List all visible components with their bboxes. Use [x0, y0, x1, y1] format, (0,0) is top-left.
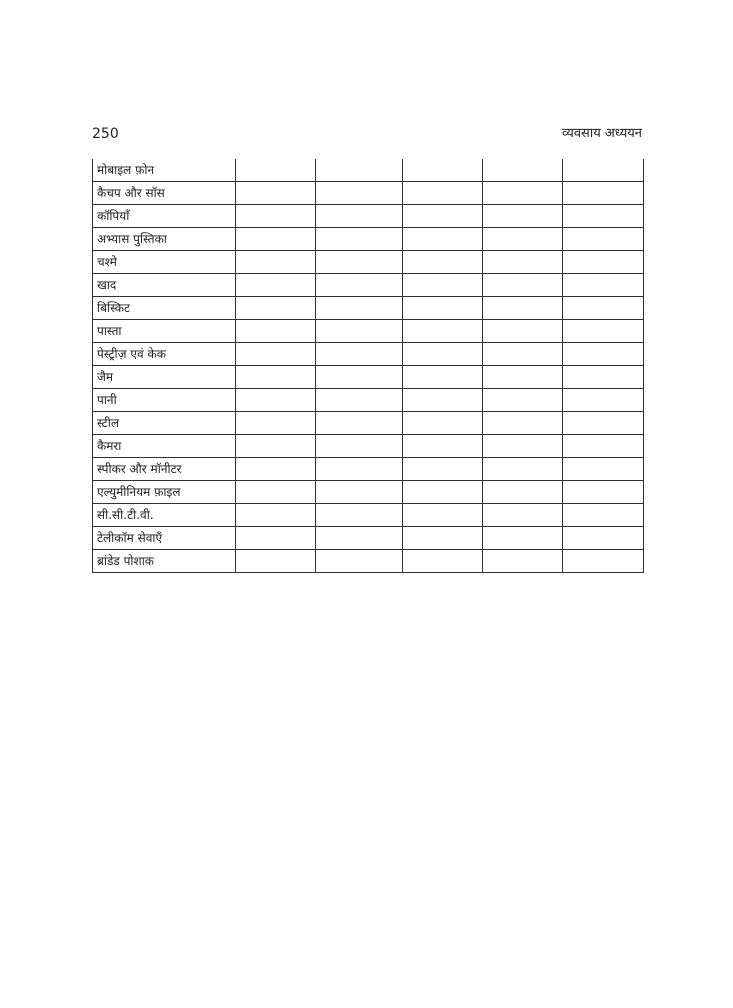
- empty-cell: [316, 366, 403, 389]
- empty-cell: [236, 389, 316, 412]
- product-name-cell: कैमरा: [93, 435, 236, 458]
- empty-cell: [403, 527, 483, 550]
- empty-cell: [403, 435, 483, 458]
- product-name-cell: अभ्यास पुस्तिका: [93, 228, 236, 251]
- table-row: [93, 412, 644, 435]
- table-row: [93, 435, 644, 458]
- empty-cell: [403, 297, 483, 320]
- empty-cell: [316, 550, 403, 573]
- empty-cell: [403, 228, 483, 251]
- empty-cell: [483, 159, 563, 182]
- empty-cell: [563, 274, 644, 297]
- empty-cell: [403, 251, 483, 274]
- table-row: [93, 251, 644, 274]
- table-row: [93, 205, 644, 228]
- empty-cell: [403, 205, 483, 228]
- product-name-cell: कैचप और सॉस: [93, 182, 236, 205]
- empty-cell: [403, 458, 483, 481]
- empty-cell: [403, 504, 483, 527]
- empty-cell: [483, 182, 563, 205]
- running-title: व्यवसाय अध्ययन: [561, 126, 642, 141]
- empty-cell: [236, 550, 316, 573]
- empty-cell: [563, 550, 644, 573]
- empty-cell: [483, 550, 563, 573]
- product-name-cell: पानी: [93, 389, 236, 412]
- empty-cell: [316, 412, 403, 435]
- empty-cell: [236, 274, 316, 297]
- empty-cell: [236, 343, 316, 366]
- empty-cell: [316, 205, 403, 228]
- empty-cell: [483, 412, 563, 435]
- empty-cell: [563, 458, 644, 481]
- empty-cell: [563, 481, 644, 504]
- product-name-cell: स्टील: [93, 412, 236, 435]
- empty-cell: [403, 274, 483, 297]
- empty-cell: [563, 251, 644, 274]
- empty-cell: [316, 389, 403, 412]
- empty-cell: [236, 435, 316, 458]
- empty-cell: [483, 458, 563, 481]
- empty-cell: [563, 527, 644, 550]
- product-name-cell: एल्युमीनियम फ़ाइल: [93, 481, 236, 504]
- empty-cell: [316, 458, 403, 481]
- table-body: [93, 159, 644, 573]
- empty-cell: [563, 343, 644, 366]
- empty-cell: [316, 435, 403, 458]
- empty-cell: [483, 366, 563, 389]
- empty-cell: [563, 412, 644, 435]
- empty-cell: [316, 297, 403, 320]
- empty-cell: [483, 228, 563, 251]
- empty-cell: [403, 159, 483, 182]
- empty-cell: [563, 205, 644, 228]
- empty-cell: [316, 504, 403, 527]
- product-name-cell: बिस्किट: [93, 297, 236, 320]
- table-row: [93, 320, 644, 343]
- empty-cell: [236, 527, 316, 550]
- product-name-cell: खाद: [93, 274, 236, 297]
- table-row: [93, 228, 644, 251]
- empty-cell: [483, 274, 563, 297]
- product-name-cell: कॉपियाँ: [93, 205, 236, 228]
- product-name-cell: सी.सी.टी.वी.: [93, 504, 236, 527]
- empty-cell: [236, 228, 316, 251]
- empty-cell: [236, 481, 316, 504]
- empty-cell: [316, 182, 403, 205]
- empty-cell: [483, 320, 563, 343]
- table-row: [93, 366, 644, 389]
- empty-cell: [236, 182, 316, 205]
- page-number: 250: [92, 126, 119, 142]
- empty-cell: [483, 504, 563, 527]
- product-table: [92, 159, 644, 573]
- empty-cell: [403, 550, 483, 573]
- table-row: [93, 297, 644, 320]
- empty-cell: [236, 205, 316, 228]
- empty-cell: [403, 412, 483, 435]
- table-row: [93, 389, 644, 412]
- empty-cell: [236, 504, 316, 527]
- empty-cell: [563, 228, 644, 251]
- empty-cell: [403, 366, 483, 389]
- product-name-cell: टेलीकॉम सेवाएँ: [93, 527, 236, 550]
- empty-cell: [563, 182, 644, 205]
- empty-cell: [563, 389, 644, 412]
- empty-cell: [483, 251, 563, 274]
- empty-cell: [316, 228, 403, 251]
- empty-cell: [483, 343, 563, 366]
- product-name-cell: पास्ता: [93, 320, 236, 343]
- empty-cell: [236, 297, 316, 320]
- empty-cell: [483, 389, 563, 412]
- empty-cell: [316, 251, 403, 274]
- empty-cell: [563, 297, 644, 320]
- empty-cell: [316, 159, 403, 182]
- empty-cell: [316, 320, 403, 343]
- table-row: [93, 504, 644, 527]
- empty-cell: [236, 159, 316, 182]
- empty-cell: [403, 481, 483, 504]
- empty-cell: [316, 343, 403, 366]
- table-row: [93, 481, 644, 504]
- product-name-cell: मोबाइल फ़ोन: [93, 159, 236, 182]
- product-name-cell: चश्मे: [93, 251, 236, 274]
- product-name-cell: स्पीकर और मॉनीटर: [93, 458, 236, 481]
- empty-cell: [483, 297, 563, 320]
- empty-cell: [403, 320, 483, 343]
- table-row: [93, 550, 644, 573]
- empty-cell: [316, 274, 403, 297]
- table-row: [93, 343, 644, 366]
- empty-cell: [483, 205, 563, 228]
- empty-cell: [403, 343, 483, 366]
- empty-cell: [563, 320, 644, 343]
- table-row: [93, 527, 644, 550]
- empty-cell: [403, 389, 483, 412]
- empty-cell: [236, 251, 316, 274]
- table-row: [93, 159, 644, 182]
- empty-cell: [483, 435, 563, 458]
- empty-cell: [563, 435, 644, 458]
- empty-cell: [236, 412, 316, 435]
- empty-cell: [483, 481, 563, 504]
- product-name-cell: पेस्ट्रीज़ एवं केक: [93, 343, 236, 366]
- table-row: [93, 458, 644, 481]
- empty-cell: [563, 366, 644, 389]
- product-name-cell: ब्रांडेड पोशाक: [93, 550, 236, 573]
- product-name-cell: जैम: [93, 366, 236, 389]
- empty-cell: [316, 481, 403, 504]
- empty-cell: [236, 458, 316, 481]
- empty-cell: [236, 366, 316, 389]
- empty-cell: [236, 320, 316, 343]
- empty-cell: [403, 182, 483, 205]
- empty-cell: [483, 527, 563, 550]
- empty-cell: [563, 504, 644, 527]
- table-row: [93, 182, 644, 205]
- empty-cell: [316, 527, 403, 550]
- table-row: [93, 274, 644, 297]
- empty-cell: [563, 159, 644, 182]
